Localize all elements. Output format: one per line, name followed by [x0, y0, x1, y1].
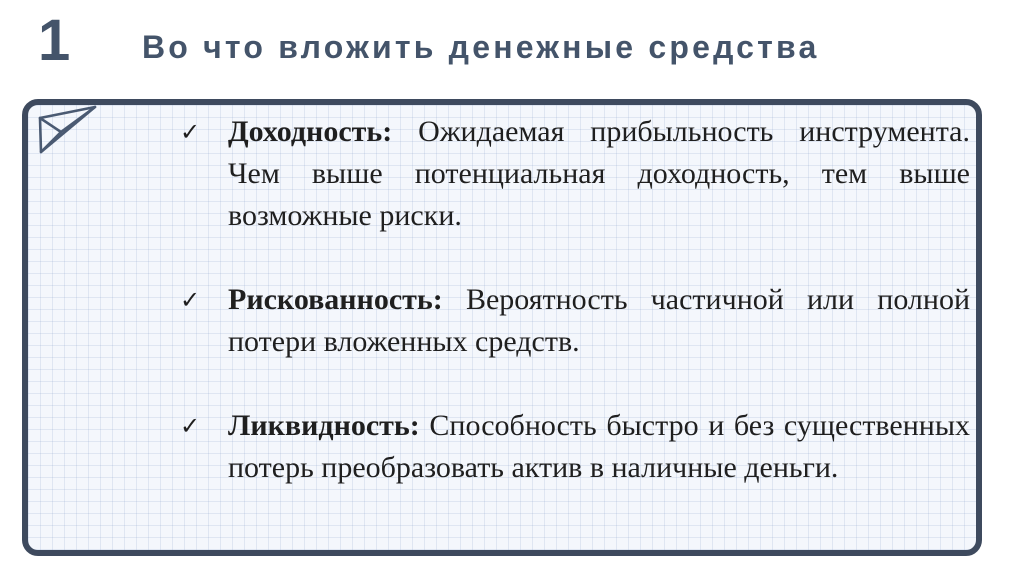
list-item [178, 279, 970, 363]
check-icon: ✓ [180, 118, 201, 146]
check-icon: ✓ [180, 412, 201, 440]
slide-title: Во что вложить денежные средства [142, 29, 820, 65]
paper-plane-icon [34, 104, 98, 156]
item-text: Способность быстро и без существенных потерь преобразовать актив в наличные деньги. [228, 409, 971, 484]
item-term: Доходность: [228, 115, 393, 148]
item-term: Ликвидность: [228, 409, 420, 442]
bullet-list [178, 111, 970, 489]
item-text: Вероятность частичной или полной потери вложенных средств. [228, 283, 970, 358]
item-text: Ожидаемая прибыльность инструмента. Чем выше потенциальная доходность, тем выше возможные риски. [228, 115, 970, 232]
check-icon: ✓ [180, 286, 201, 314]
item-term: Рискованность: [228, 283, 443, 316]
list-item [178, 111, 970, 237]
slide-number: 1 [38, 8, 71, 73]
list-item [178, 405, 970, 489]
